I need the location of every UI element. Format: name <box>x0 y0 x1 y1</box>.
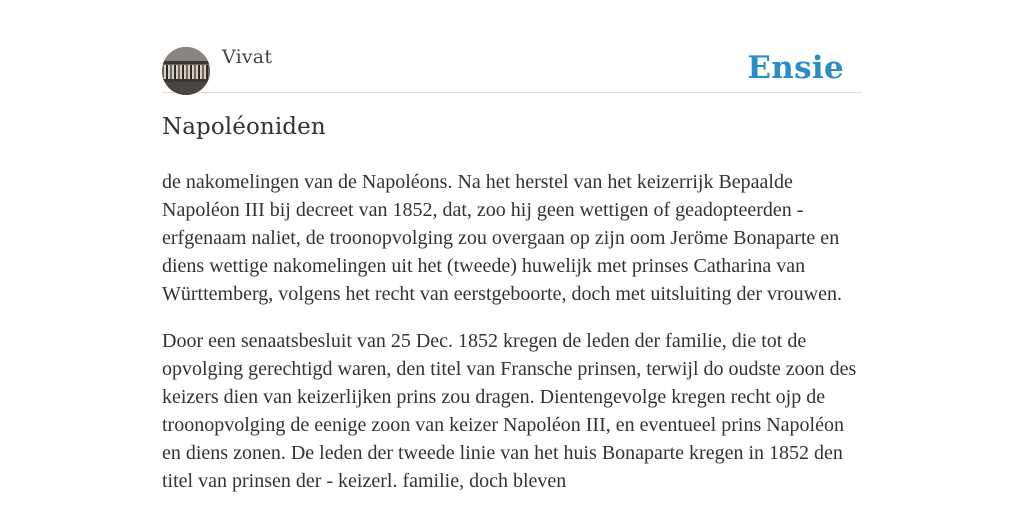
paragraph: de nakomelingen van de Napoléons. Na het herstel van het keizerrijk Bepaalde Napoléon III bij decreet van 1852, dat, zoo hij geen wettigen of geadopteerden - erfgenaam naliet, de troonopvolging zou overgaan op zijn oom Jeröme Bonaparte en diens wettige nakomelingen uit het (tweede) huwelijk met prinses Catharina van Württemberg, volgens het recht van eerstgeboorte, doch met uitsluiting der vrouwen. <box>162 171 842 305</box>
bookshelf-avatar-icon <box>162 47 210 95</box>
page <box>162 0 862 512</box>
brand-logo[interactable]: Ensie <box>747 50 844 86</box>
header <box>162 40 862 93</box>
paragraph: Door een senaatsbesluit van 25 Dec. 1852 kregen de leden der familie, die tot de opvolging gerechtigd waren, den titel van Fransche prinsen, terwijl do oudste zoon des keizers dien van keizerlijken prins zou dragen. Dientengevolge kregen recht ojp de troonopvolging de eenige zoon van keizer Napoléon III, en eventueel prins Napoléon en diens zonen. De leden der tweede linie van het huis Bonaparte kregen in 1852 den titel van prinsen der - keizerl. familie, doch bleven <box>162 330 857 492</box>
avatar[interactable] <box>162 47 210 95</box>
page-title: Napoléoniden <box>162 114 326 140</box>
article-body <box>162 168 862 512</box>
author-name[interactable]: Vivat <box>222 46 273 68</box>
